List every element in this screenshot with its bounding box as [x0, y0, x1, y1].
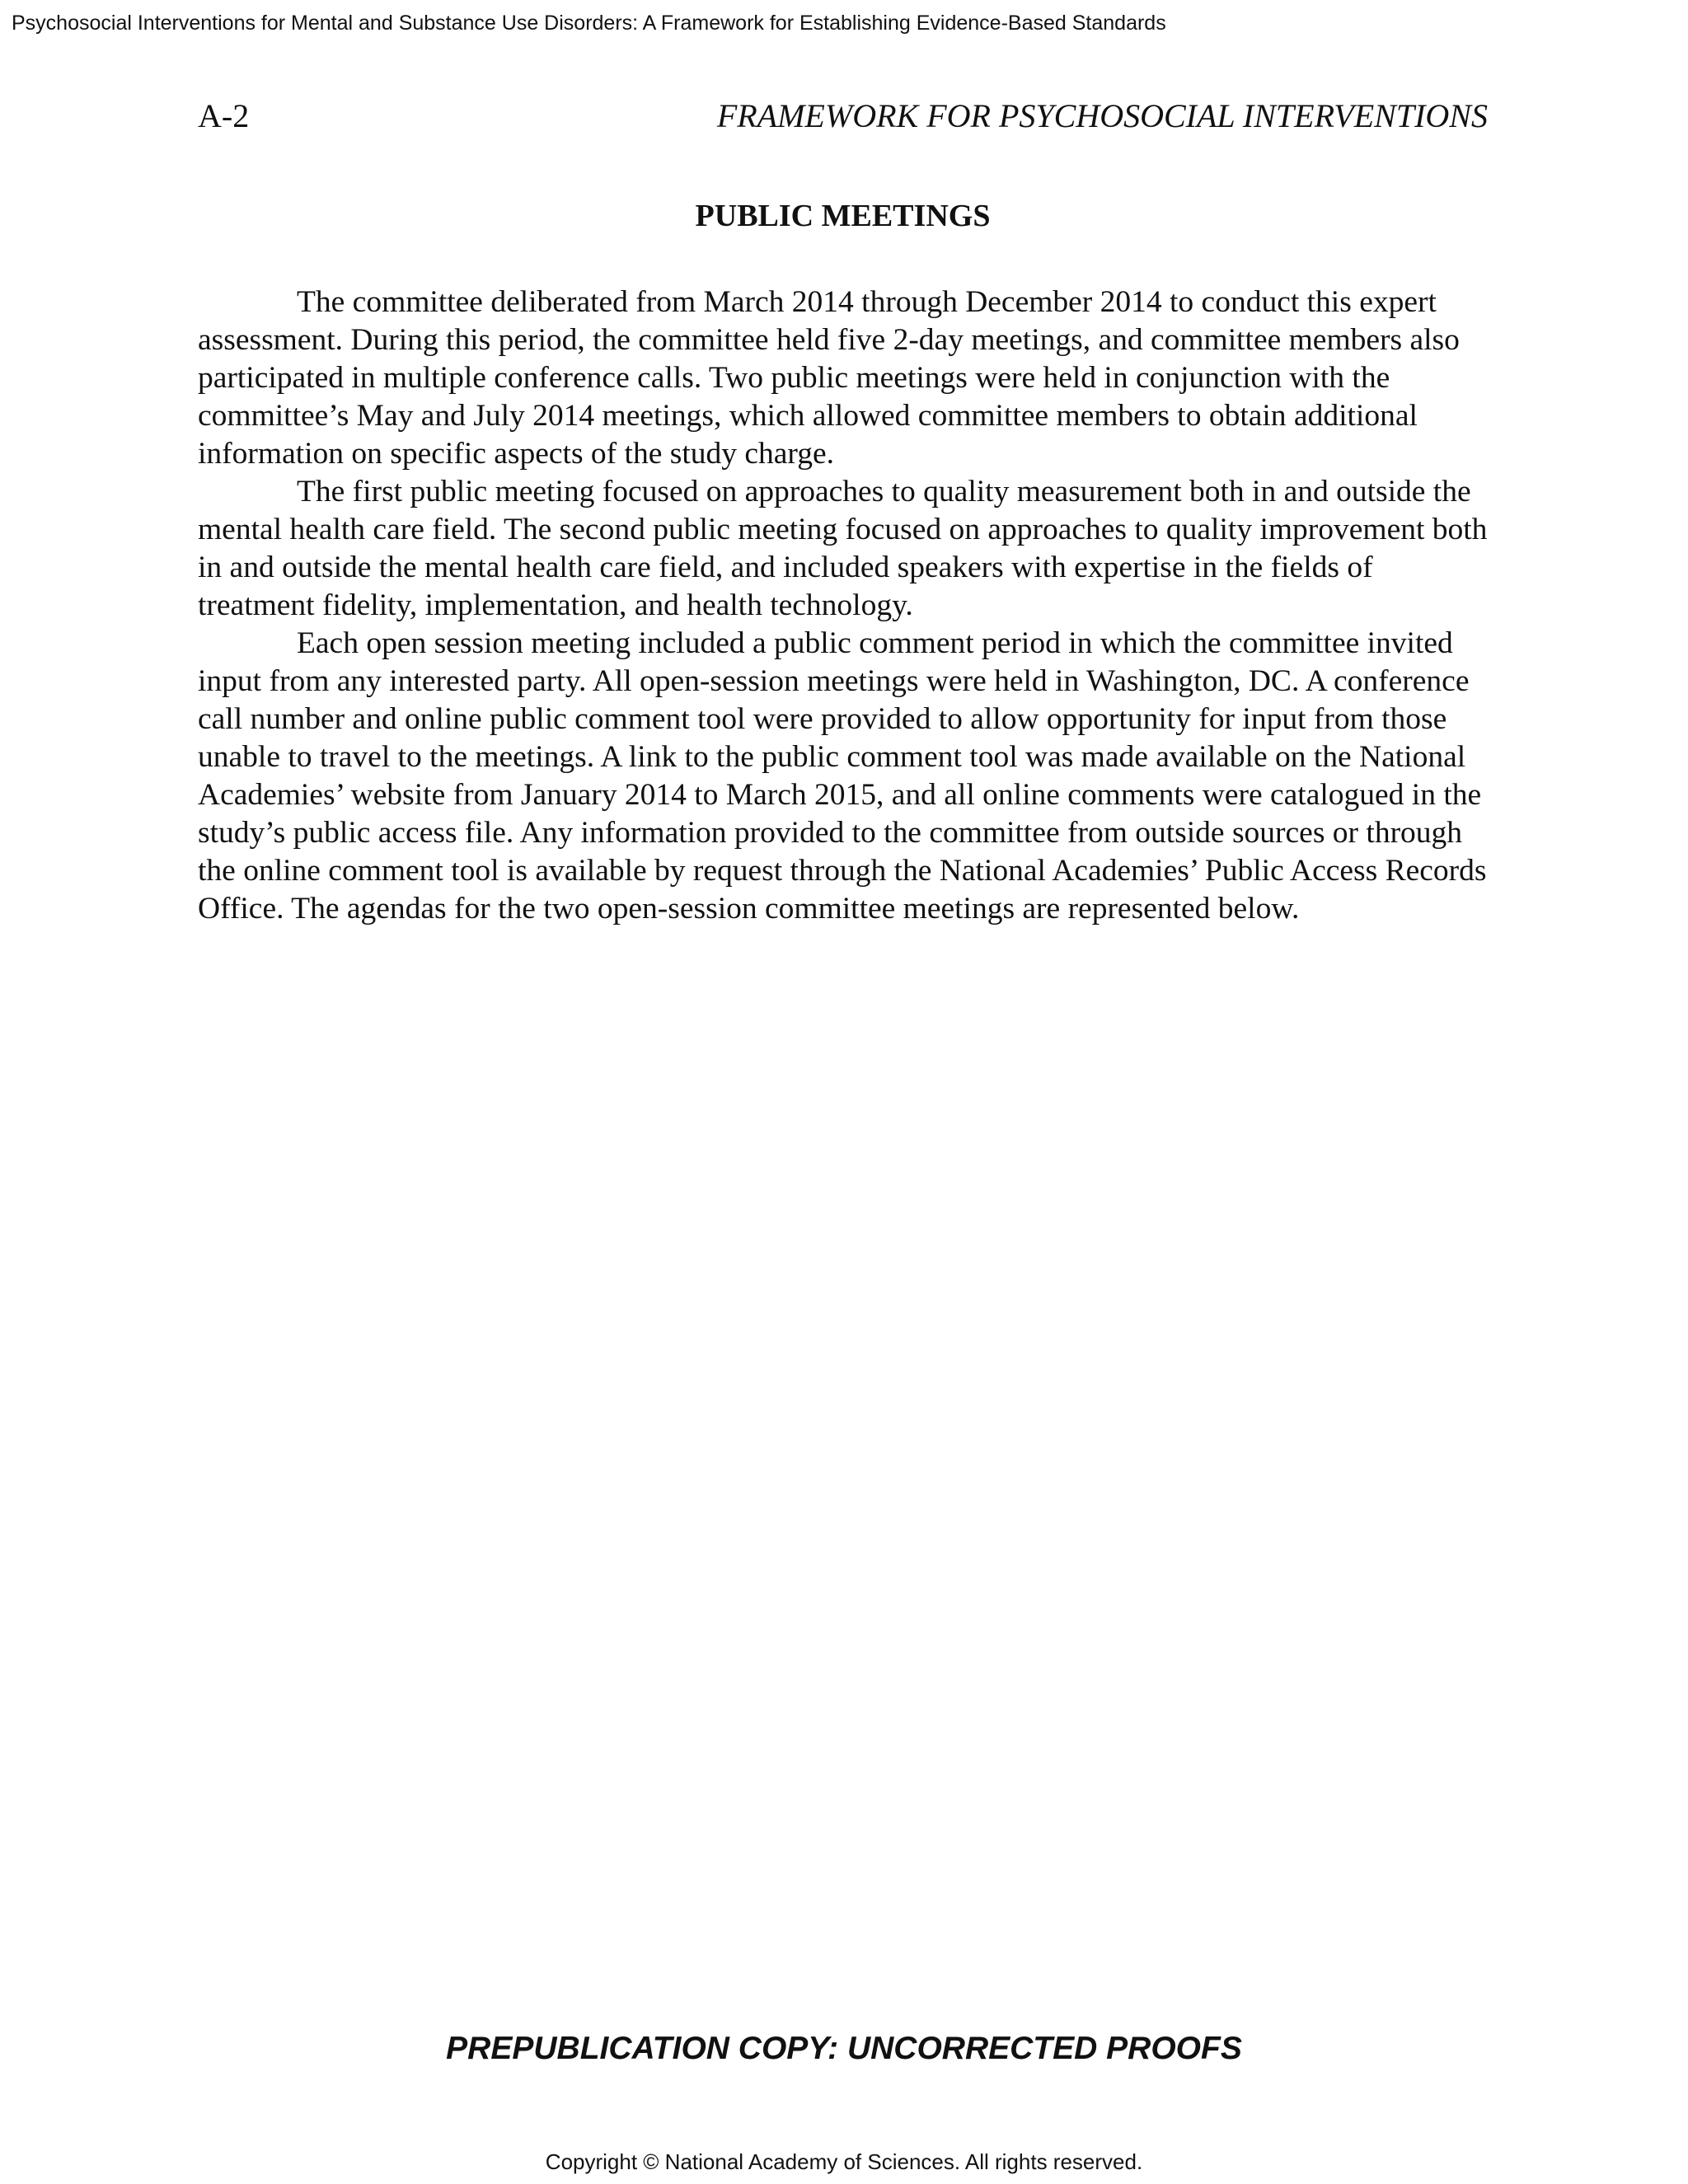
prepublication-notice: PREPUBLICATION COPY: UNCORRECTED PROOFS — [446, 2031, 1242, 2066]
copyright-notice: Copyright © National Academy of Sciences. All rights reserved. — [545, 2149, 1143, 2174]
running-head-title: FRAMEWORK FOR PSYCHOSOCIAL INTERVENTIONS — [716, 97, 1488, 134]
section-heading: PUBLIC MEETINGS — [695, 199, 991, 233]
document-banner: Psychosocial Interventions for Mental and Substance Use Disorders: A Framework for Establishing Evidence-Based Standards — [12, 12, 1166, 35]
paragraph-2: The first public meeting focused on approaches to quality measurement both in and outside the mental health care field. The second public meeting focused on approaches to quality improvement both in and outside the mental health care field, and included speakers with expertise in the fields of treatment fidelity, implementation, and health technology. — [198, 475, 1488, 622]
paragraph-1: The committee deliberated from March 2014 through December 2014 to conduct this expert assessment. During this period, the committee held five 2-day meetings, and committee members also participated in multiple conference calls. Two public meetings were held in conjunction with the committee’s May and July 2014 meetings, which allowed committee members to obtain additional information on specific aspects of the study charge. — [198, 285, 1460, 471]
paragraph-3: Each open session meeting included a public comment period in which the committee invited input from any interested party. All open-session meetings were held in Washington, DC. A conference call number and online public comment tool were provided to allow opportunity for input from those unable to travel to the meetings. A link to the public comment tool was made available on the National Academies’ website from January 2014 to March 2015, and all online comments were catalogued in the study’s public access file. Any information provided to the committee from outside sources or through the online comment tool is available by request through the National Academies’ Public Access Records Office. The agendas for the two open-session committee meetings are represented below. — [198, 626, 1487, 926]
page-number: A-2 — [198, 97, 250, 134]
body-text — [198, 284, 1488, 928]
running-head — [198, 96, 1488, 135]
